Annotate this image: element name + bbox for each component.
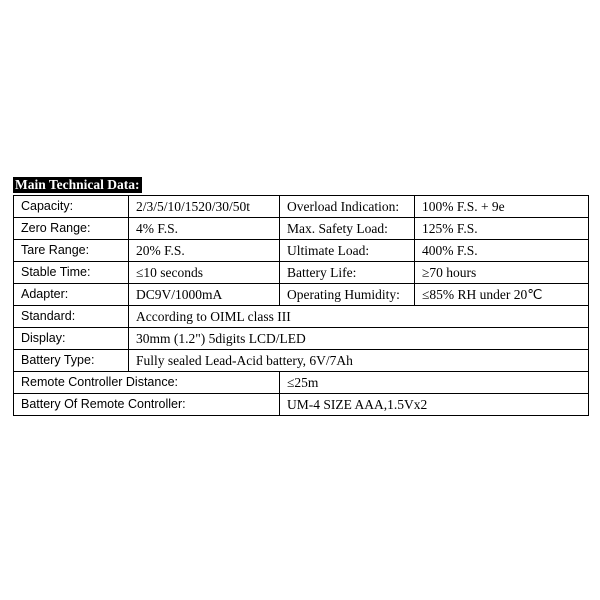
table-row — [14, 262, 589, 284]
spec-value: Fully sealed Lead-Acid battery, 6V/7Ah — [129, 350, 589, 372]
spec-value: According to OIML class III — [129, 306, 589, 328]
spec-label: Stable Time: — [14, 262, 129, 284]
spec-value: ≤85% RH under 20℃ — [415, 284, 589, 306]
spec-value: 400% F.S. — [415, 240, 589, 262]
spec-value: UM-4 SIZE AAA,1.5Vx2 — [280, 394, 589, 416]
spec-label: Adapter: — [14, 284, 129, 306]
spec-label: Standard: — [14, 306, 129, 328]
table-row — [14, 284, 589, 306]
spec-label: Max. Safety Load: — [280, 218, 415, 240]
table-row — [14, 218, 589, 240]
spec-label: Display: — [14, 328, 129, 350]
spec-value: ≥70 hours — [415, 262, 589, 284]
spec-label: Remote Controller Distance: — [14, 372, 280, 394]
spec-label: Zero Range: — [14, 218, 129, 240]
spec-value: 100% F.S. + 9e — [415, 196, 589, 218]
spec-value: DC9V/1000mA — [129, 284, 280, 306]
spec-value: ≤25m — [280, 372, 589, 394]
spec-value: ≤10 seconds — [129, 262, 280, 284]
spec-label: Capacity: — [14, 196, 129, 218]
table-row — [14, 372, 589, 394]
spec-value: 30mm (1.2") 5digits LCD/LED — [129, 328, 589, 350]
spec-label: Operating Humidity: — [280, 284, 415, 306]
spec-label: Battery Life: — [280, 262, 415, 284]
technical-data-table — [13, 195, 589, 416]
spec-label: Battery Of Remote Controller: — [14, 394, 280, 416]
spec-value: 4% F.S. — [129, 218, 280, 240]
table-row — [14, 328, 589, 350]
table-row — [14, 394, 589, 416]
spec-label: Overload Indication: — [280, 196, 415, 218]
spec-value: 20% F.S. — [129, 240, 280, 262]
table-row — [14, 306, 589, 328]
table-row — [14, 350, 589, 372]
table-row — [14, 196, 589, 218]
spec-label: Ultimate Load: — [280, 240, 415, 262]
spec-value: 2/3/5/10/1520/30/50t — [129, 196, 280, 218]
section-heading: Main Technical Data: — [15, 177, 140, 192]
table-row — [14, 240, 589, 262]
spec-label: Tare Range: — [14, 240, 129, 262]
spec-value: 125% F.S. — [415, 218, 589, 240]
spec-label: Battery Type: — [14, 350, 129, 372]
